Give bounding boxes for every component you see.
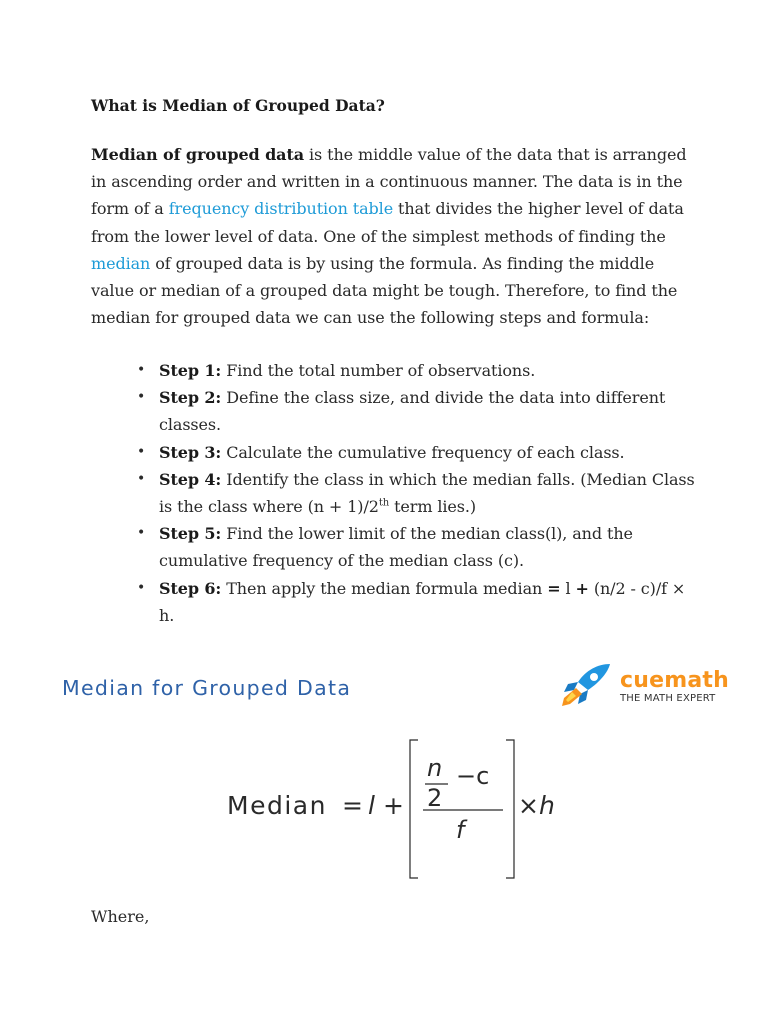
formula-plus: + [383,791,404,820]
step-text: Then apply the median formula median [221,578,548,598]
frequency-distribution-link[interactable]: frequency distribution table [168,199,394,219]
formula-minus-c: −c [456,762,490,790]
step-label: Step 6: [159,578,222,598]
formula-equals: = [342,791,363,820]
step-text-after: term lies.) [389,497,477,517]
step-label: Step 1: [159,361,222,380]
step-text: Find the total number of observations. [221,361,536,380]
formula-lhs: Median [227,791,327,820]
step-label: Step 4: [159,469,222,489]
step-item [159,439,699,466]
median-formula [220,734,580,884]
formula-n: n [427,754,443,782]
intro-text-2: that divides the higher level of data from the lower level of data. One of the simplest methods of finding the [91,199,684,246]
median-link[interactable]: median [91,253,151,273]
step-item [159,384,699,438]
formula-l: l [368,791,375,820]
where-text: Where, [91,907,150,926]
intro-text-3: of grouped data is by using the formula. As finding the middle value or median of a grouped data might be tough. Therefore, to find the median for grouped data we can use the following steps and formula: [91,253,678,328]
step-text: Calculate the cumulative frequency of each class. [221,442,625,462]
formula-times-h: ×h [518,791,555,820]
step-label: Step 5: [159,524,222,544]
left-bracket [410,740,418,878]
formula-f: f [456,816,465,844]
step-item [159,520,699,574]
banner-title: Median for Grouped Data [62,676,352,700]
step-text: Find the lower limit of the median class(l), and the cumulative frequency of the median class (c). [159,524,633,571]
step-item [159,575,699,629]
step-text: Identify the class in which the median falls. (Median Class is the class where (n + 1)/2 [159,469,695,517]
steps-list [159,357,699,629]
formula-two: 2 [427,784,443,812]
step-item [159,466,699,520]
right-bracket [506,740,514,878]
superscript-th: th [378,497,390,509]
step-text: Define the class size, and divide the data into different classes. [159,388,666,435]
bold-term: Median of grouped data [91,145,305,164]
cuemath-logo [558,662,748,712]
step-item [159,357,699,384]
step-text-after: (n/2 - c)/f × h. [159,578,686,625]
intro-paragraph [91,141,691,331]
rocket-icon [558,662,614,708]
brand-name: cuemath [620,668,729,693]
step-text-mid: l [560,578,576,598]
section-heading: What is Median of Grouped Data? [91,96,385,115]
intro-text-1: is the middle value of the data that is arranged in ascending order and written in a continuous manner. The data is in the form of a [91,145,687,219]
bold-equals: = [547,578,561,598]
brand-tagline: THE MATH EXPERT [620,693,716,704]
step-label: Step 2: [159,388,222,408]
bold-plus: + [575,578,589,598]
step-label: Step 3: [159,442,222,462]
